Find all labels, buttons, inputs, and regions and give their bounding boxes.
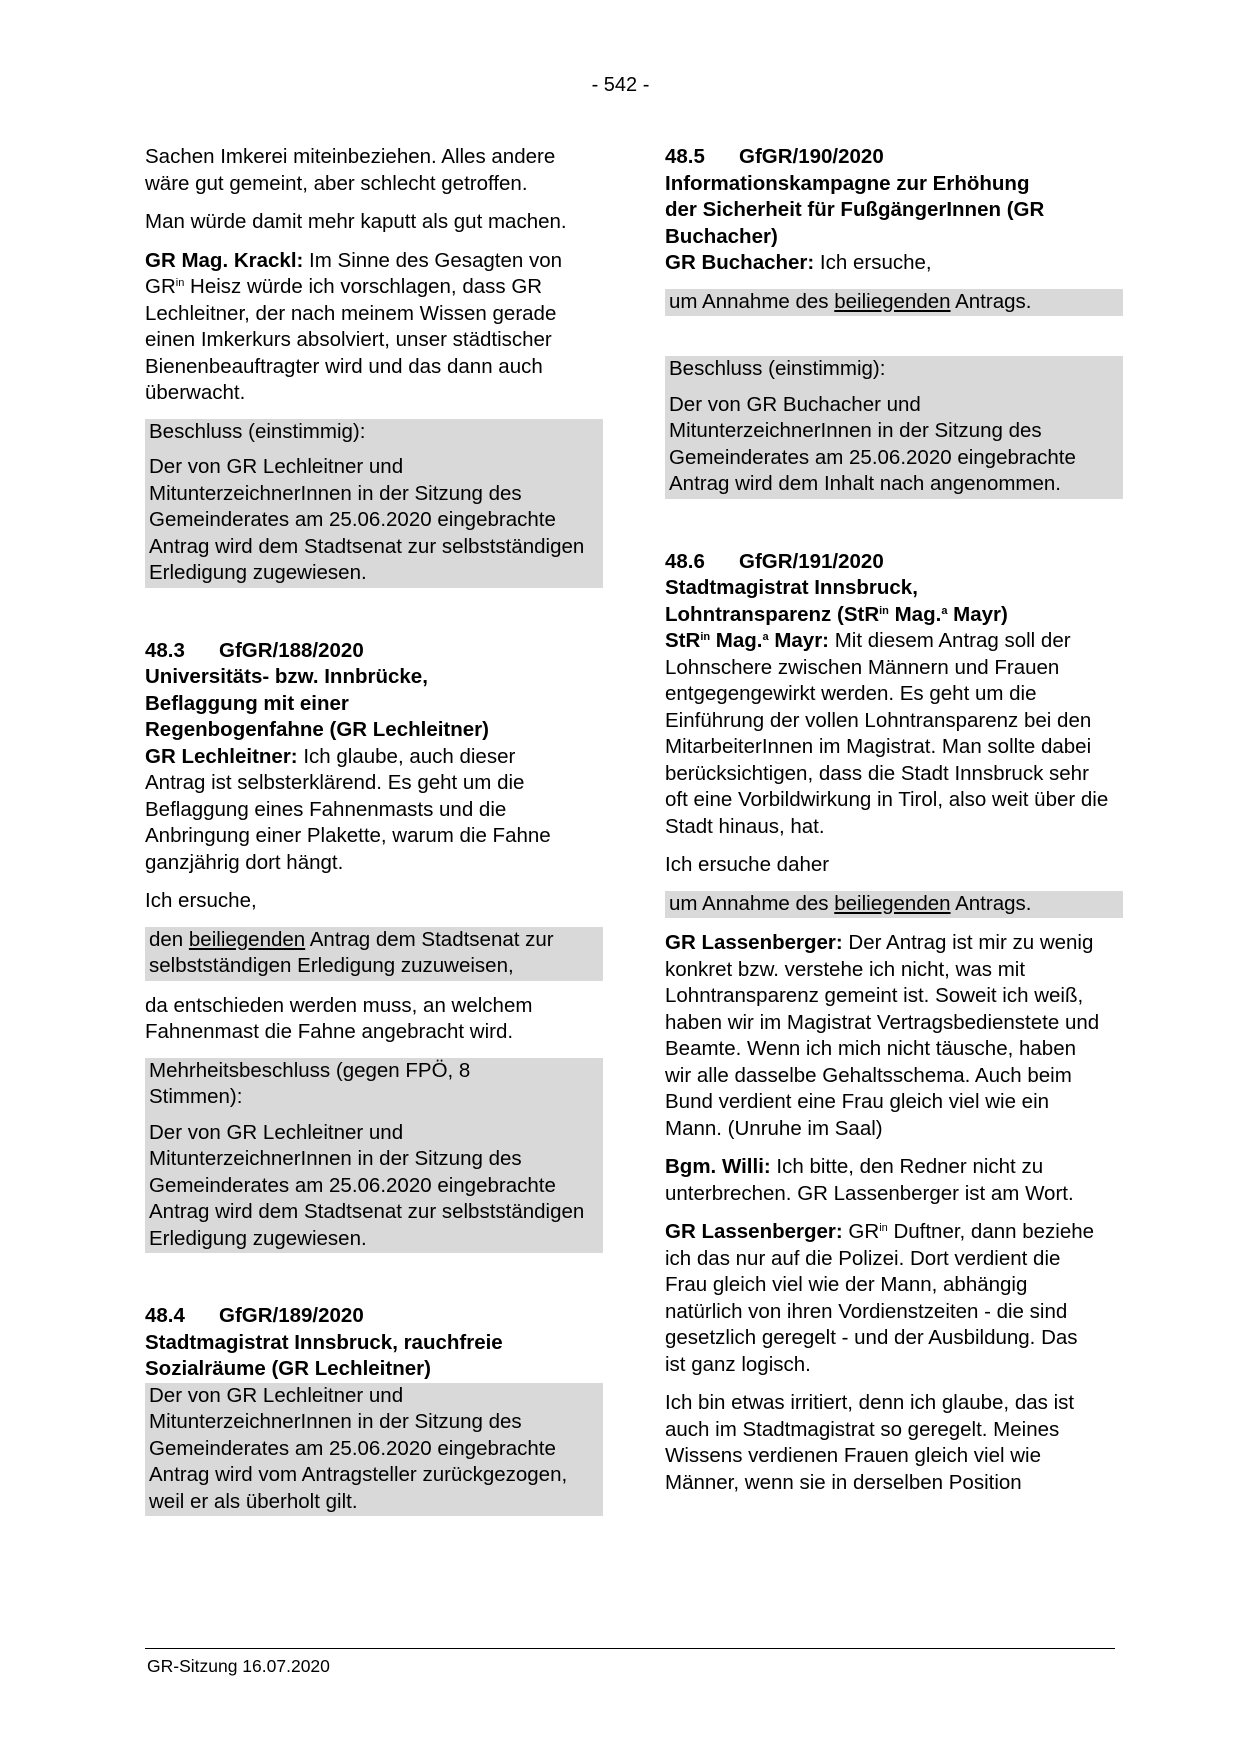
speech-text: Mit diesem Antrag soll der Lohnschere zwischen Männern und Frauen entgegengewirkt werden. Es geht um die Einführung der vollen Lohntransparenz bei den MitarbeiterInnen im Magistrat. Man sollte dabei berücksichtigen, dass die Stadt Innsbruck sehr oft eine Vorbildwirkung in Tirol, also weit über die Stadt hinaus, hat.: [665, 629, 1109, 838]
section-code: GfGR/189/2020: [219, 1304, 364, 1327]
section-title: Universitäts- bzw. Innbrücke, Beflaggung mit einer Regenbogenfahne (GR Lechleitner): [145, 665, 489, 741]
section-code: GfGR/190/2020: [739, 145, 884, 168]
section-title: Stadtmagistrat Innsbruck, rauchfreie Sozialräume (GR Lechleitner): [145, 1330, 503, 1380]
attachment-reference: beiliegenden: [834, 289, 951, 313]
speech-paragraph: [665, 930, 1105, 1142]
section-title: Informationskampagne zur Erhöhung der Sicherheit für FußgängerInnen (GR Buchacher): [665, 171, 1045, 248]
section-number: 48.6: [665, 549, 705, 573]
speech-text: Im Sinne des Gesagten von GR: [145, 248, 563, 298]
speech-text: Ich bitte, den Redner nicht zu unterbrechen. GR Lassenberger ist am Wort.: [665, 1155, 1074, 1205]
decision-label: Mehrheitsbeschluss (gegen FPÖ, 8 Stimmen):: [149, 1058, 471, 1108]
paragraph: Ich ersuche daher: [665, 853, 830, 876]
superscript: in: [700, 631, 711, 643]
section-code: GfGR/191/2020: [739, 549, 884, 573]
section-heading-48-4: [145, 1303, 603, 1330]
speech-text: Der Antrag ist mir zu wenig konkret bzw. verstehe ich nicht, was mit Lohntransparenz gemeint ist. Soweit ich weiß, haben wir im Magistrat Vertragsbedienstete und Beamte. Wenn ich mich nicht täusche, haben wir alle dasselbe Gehaltsschema. Auch beim Bund verdient eine Frau gleich viel wie ein Mann. (Unruhe im Saal): [665, 931, 1100, 1140]
decision-box: [665, 356, 1123, 499]
speech-text: Heisz würde ich vorschlagen, dass GR Lechleitner, der nach meinem Wissen gerade einen Imkerkurs absolviert, unser städtischer Bienenbeauftragter wird und das dann auch überwacht.: [145, 275, 557, 404]
speaker-name: Bgm. Willi:: [665, 1155, 771, 1178]
speech-paragraph: [665, 628, 1117, 840]
paragraph: Sachen Imkerei miteinbeziehen. Alles andere wäre gut gemeint, aber schlecht getroffen.: [145, 145, 556, 195]
speaker-name: GR Lassenberger:: [665, 931, 843, 954]
section-title: Stadtmagistrat Innsbruck, Lohntransparenz (StR$^{in}$ Mag.$^a$ Mayr): [665, 576, 1008, 626]
request-box: um Annahme des beiliegenden Antrags.: [665, 891, 1123, 919]
paragraph: Ich bin etwas irritiert, denn ich glaube, das ist auch im Stadtmagistrat so geregelt. Meines Wissens verdienen Frauen gleich viel wie Männer, wenn sie in derselben Position: [665, 1391, 1075, 1494]
superscript: in: [879, 604, 889, 617]
speech-paragraph: [665, 1219, 1103, 1378]
decision-box: [145, 1383, 603, 1517]
speaker-name: GR Lassenberger:: [665, 1220, 843, 1243]
speech-paragraph: [145, 744, 565, 877]
section-number: 48.4: [145, 1304, 185, 1327]
speaker-name: StR$^{in}$ Mag.$^a$ Mayr:: [665, 629, 830, 652]
decision-text: Der von GR Lechleitner und MitunterzeichnerInnen in der Sitzung des Gemeinderates am 25.06.2020 eingebrachte Antrag wird vom Antragsteller zurückgezogen, weil er als überholt gilt.: [149, 1383, 568, 1513]
decision-label: Beschluss (einstimmig):: [149, 419, 366, 443]
speech-paragraph: [665, 250, 1123, 277]
speech-paragraph: [145, 248, 595, 407]
speech-text: Duftner, dann beziehe ich das nur auf die Polizei. Dort verdient die Frau gleich viel wie der Mann, abhängig natürlich von ihren Vordienstzeiten - die sind gesetzlich geregelt - und der Ausbildung. Das ist ganz logisch.: [665, 1220, 1095, 1376]
paragraph: Ich ersuche,: [145, 889, 257, 912]
speech-paragraph: [665, 1154, 1095, 1207]
speech-text: GR: [842, 1220, 880, 1243]
decision-box: [145, 419, 603, 588]
superscript: in: [879, 1222, 888, 1234]
section-heading-48-6: [665, 549, 1123, 576]
attachment-reference: beiliegenden: [188, 927, 306, 951]
decision-label: Beschluss (einstimmig):: [669, 357, 886, 380]
speech-text: Ich ersuche,: [814, 251, 932, 274]
section-code: GfGR/188/2020: [219, 638, 364, 662]
superscript: a: [762, 631, 769, 643]
footer-text: GR-Sitzung 16.07.2020: [147, 1656, 330, 1676]
speech-text: Ich glaube, auch dieser Antrag ist selbsterklärend. Es geht um die Beflaggung eines Fahnenmasts und die Anbringung einer Plakette, warum die Fahne ganzjährig dort hängt.: [145, 744, 551, 874]
right-column: [665, 144, 1123, 1508]
speaker-name: GR Buchacher:: [665, 251, 815, 274]
decision-text: Der von GR Lechleitner und MitunterzeichnerInnen in der Sitzung des Gemeinderates am 25.06.2020 eingebrachte Antrag wird dem Stadtsenat zur selbstständigen Erledigung zugewiesen.: [149, 1120, 585, 1250]
paragraph: da entschieden werden muss, an welchem Fahnenmast die Fahne angebracht wird.: [145, 993, 533, 1043]
footer-divider: [145, 1648, 1115, 1649]
attachment-reference: beiliegenden: [834, 891, 951, 915]
section-number: 48.3: [145, 638, 185, 662]
speaker-name: GR Mag. Krackl:: [145, 248, 304, 272]
page-number: - 542 -: [591, 74, 650, 96]
speaker-name: GR Lechleitner:: [145, 744, 298, 768]
section-number: 48.5: [665, 145, 705, 168]
request-box: den beiliegenden Antrag dem Stadtsenat zur selbstständigen Erledigung zuzuweisen,: [145, 927, 603, 981]
request-box: um Annahme des beiliegenden Antrags.: [665, 289, 1123, 317]
section-heading-48-5: [665, 144, 1123, 171]
section-heading-48-3: [145, 638, 603, 665]
decision-text: Der von GR Buchacher und MitunterzeichnerInnen in der Sitzung des Gemeinderates am 25.06.2020 eingebrachte Antrag wird dem Inhalt nach angenommen.: [669, 392, 1076, 495]
superscript: a: [941, 604, 948, 617]
decision-text: Der von GR Lechleitner und MitunterzeichnerInnen in der Sitzung des Gemeinderates am 25.06.2020 eingebrachte Antrag wird dem Stadtsenat zur selbstständigen Erledigung zugewiesen.: [149, 455, 585, 584]
left-column: [145, 144, 603, 1516]
decision-box: [145, 1058, 603, 1254]
superscript: in: [175, 277, 185, 289]
paragraph: Man würde damit mehr kaputt als gut machen.: [145, 210, 567, 233]
